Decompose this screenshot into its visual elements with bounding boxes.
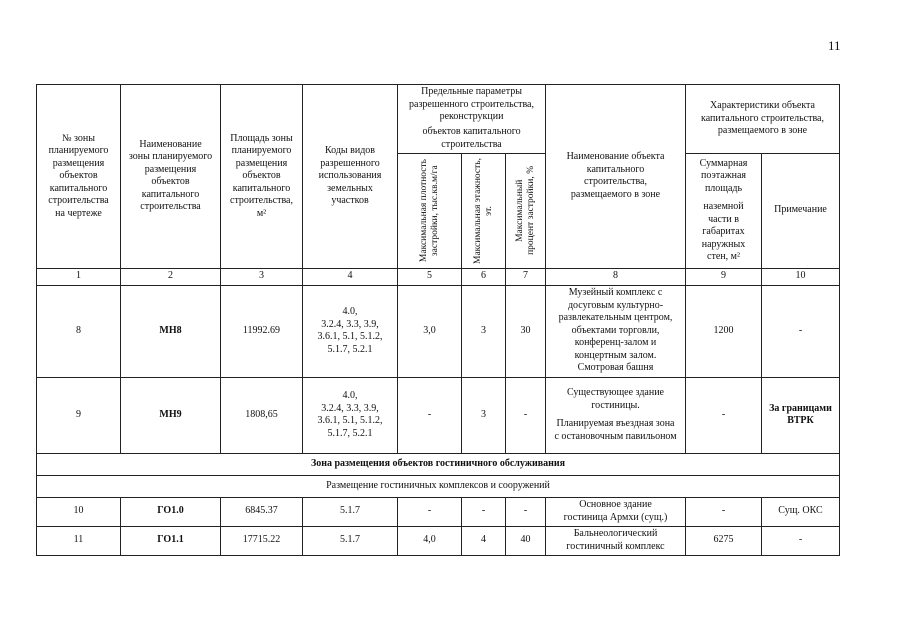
zone-total-area: 6275 xyxy=(686,526,762,555)
zone-name: ГО1.0 xyxy=(121,497,221,526)
zone-area: 17715.22 xyxy=(221,526,303,555)
column-number: 3 xyxy=(221,268,303,285)
zone-density: - xyxy=(398,377,462,453)
zone-name: МН8 xyxy=(121,285,221,377)
zone-total-area: - xyxy=(686,377,762,453)
zone-number: 8 xyxy=(37,285,121,377)
zone-percent: - xyxy=(506,497,546,526)
zone-percent: 30 xyxy=(506,285,546,377)
zone-number: 9 xyxy=(37,377,121,453)
zone-note: - xyxy=(762,526,840,555)
zone-object: Музейный комплекс с досуговым культурно- развлекательным центром, объектами торговли, конференц-залом и концертным залом. Смотровая башня xyxy=(546,285,686,377)
zone-floors: 4 xyxy=(462,526,506,555)
zone-object-main: Существующее здание гостиницы. xyxy=(567,387,664,411)
column-number: 9 xyxy=(686,268,762,285)
zone-name: МН9 xyxy=(121,377,221,453)
header-params-subgroup: объектов капитального строительства xyxy=(398,125,546,154)
column-number: 5 xyxy=(398,268,462,285)
zone-density: 3,0 xyxy=(398,285,462,377)
section-row xyxy=(37,453,840,475)
page-number: 11 xyxy=(828,38,841,53)
subsection-title: Размещение гостиничных комплексов и сооружений xyxy=(37,475,840,497)
header-percent: Максимальный процент застройки, % xyxy=(506,153,546,268)
subsection-row xyxy=(37,475,840,497)
zone-codes: 5.1.7 xyxy=(303,526,398,555)
zone-number: 11 xyxy=(37,526,121,555)
zone-total-area: - xyxy=(686,497,762,526)
header-zone-number: № зоны планируемого размещения объектов капитального строительства на чертеже xyxy=(37,85,121,269)
header-note: Примечание xyxy=(762,153,840,268)
column-number: 6 xyxy=(462,268,506,285)
header-total-area-bottom: наземной части в габаритах наружных стен, м² xyxy=(701,201,746,262)
zone-floors: 3 xyxy=(462,377,506,453)
zone-area: 6845.37 xyxy=(221,497,303,526)
zone-density: - xyxy=(398,497,462,526)
zone-percent: 40 xyxy=(506,526,546,555)
zone-floors: 3 xyxy=(462,285,506,377)
zone-note: - xyxy=(762,285,840,377)
table-row xyxy=(37,497,840,526)
zone-percent: - xyxy=(506,377,546,453)
header-area: Площадь зоны планируемого размещения объектов капитального строительства, м² xyxy=(221,85,303,269)
table-row xyxy=(37,526,840,555)
zone-object: Основное здание гостиница Армхи (сущ.) xyxy=(546,497,686,526)
header-params-group: Предельные параметры разрешенного строительства, реконструкции xyxy=(398,85,546,125)
zone-total-area: 1200 xyxy=(686,285,762,377)
header-codes: Коды видов разрешенного использования земельных участков xyxy=(303,85,398,269)
zone-object xyxy=(546,377,686,453)
section-title: Зона размещения объектов гостиничного обслуживания xyxy=(37,453,840,475)
column-numbers-row xyxy=(37,268,840,285)
column-number: 4 xyxy=(303,268,398,285)
zone-codes: 5.1.7 xyxy=(303,497,398,526)
table-row xyxy=(37,377,840,453)
column-number: 2 xyxy=(121,268,221,285)
header-floors: Максимальная этажность, эт. xyxy=(462,153,506,268)
header-characteristics-group: Характеристики объекта капитального строительства, размещаемого в зоне xyxy=(686,85,840,154)
zone-codes: 4.0, 3.2.4, 3.3, 3.9, 3.6.1, 5.1, 5.1.2, 5.1.7, 5.2.1 xyxy=(303,377,398,453)
header-row-1 xyxy=(37,85,840,125)
zone-object-extra: Планируемая въездная зона с остановочным павильоном xyxy=(554,418,677,442)
zone-floors: - xyxy=(462,497,506,526)
header-object-name: Наименование объекта капитального строительства, размещаемого в зоне xyxy=(546,85,686,269)
zone-note: Сущ. ОКС xyxy=(762,497,840,526)
header-density: Максимальная плотность застройки, тыс.кв.м/га xyxy=(398,153,462,268)
column-number: 1 xyxy=(37,268,121,285)
zone-area: 11992.69 xyxy=(221,285,303,377)
column-number: 10 xyxy=(762,268,840,285)
column-number: 8 xyxy=(546,268,686,285)
column-number: 7 xyxy=(506,268,546,285)
zone-density: 4,0 xyxy=(398,526,462,555)
zone-area: 1808,65 xyxy=(221,377,303,453)
header-zone-name: Наименование зоны планируемого размещения объектов капитального строительства xyxy=(121,85,221,269)
zone-object: Бальнеологический гостиничный комплекс xyxy=(546,526,686,555)
zone-codes: 4.0, 3.2.4, 3.3, 3.9, 3.6.1, 5.1, 5.1.2, 5.1.7, 5.2.1 xyxy=(303,285,398,377)
header-total-area xyxy=(686,153,762,268)
zones-table xyxy=(36,84,840,556)
header-total-area-top: Суммарная поэтажная площадь xyxy=(699,157,748,194)
table-row xyxy=(37,285,840,377)
zone-name: ГО1.1 xyxy=(121,526,221,555)
zone-number: 10 xyxy=(37,497,121,526)
zone-note: За границами ВТРК xyxy=(762,377,840,453)
